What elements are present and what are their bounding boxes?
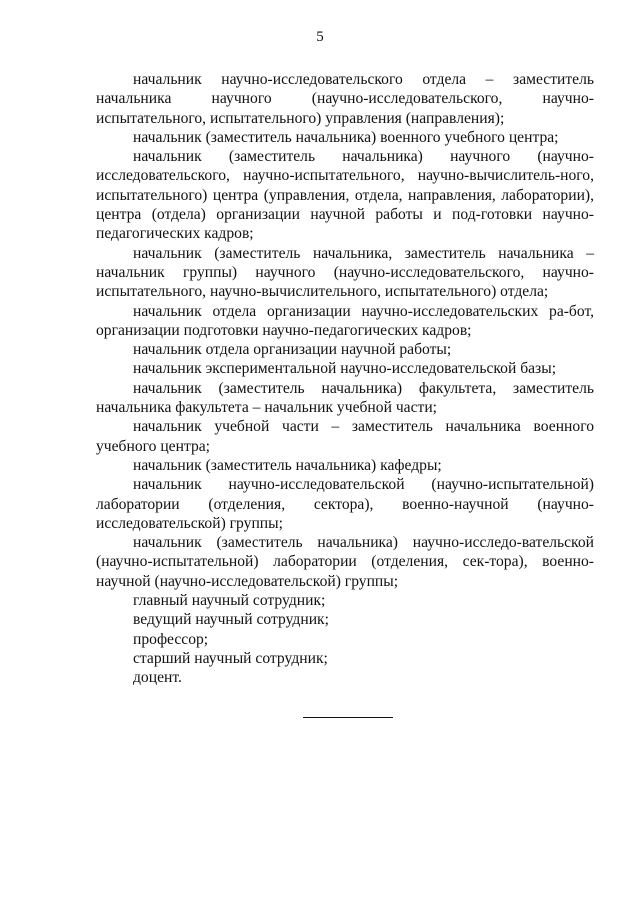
paragraph: начальник отдела организации научно-исследовательских ра-бот, организации подготовки научно-педагогических кадров; [96, 302, 594, 339]
paragraph: начальник отдела организации научной работы; [133, 341, 452, 359]
end-of-text-rule [303, 717, 393, 718]
paragraph: начальник научно-исследовательской (научно-испытательной) лаборатории (отделения, сектора), военно-научной (научно-исследовательской) группы; [96, 476, 594, 532]
position-item: доцент. [133, 669, 182, 687]
paragraph: начальник (заместитель начальника, заместитель начальника – начальник группы) научного (научно-исследовательского, научно-испытательного, научно-вычислительного, испытательного) отдела; [96, 244, 594, 301]
position-item: ведущий научный сотрудник; [133, 611, 329, 629]
paragraph: начальник (заместитель начальника) факультета, заместитель начальника факультета – начальник учебной части; [96, 379, 594, 417]
page-number: 5 [316, 29, 324, 45]
paragraph: начальник (заместитель начальника) научного (научно-исследовательского, научно-испытательного, научно-вычислитель-ного, испытательного) центра (управления, отдела, направления, лаборатории), центра (отдела) организации научной работы и под-готовки научно-педагогических кадров; [96, 148, 594, 243]
paragraph: начальник учебной части – заместитель начальника военного учебного центра; [96, 418, 594, 455]
paragraph: начальник научно-исследовательского отдела – заместитель начальника научного (научно-исследовательского, научно-испытательного, испытательного) управления (направления); [96, 71, 594, 127]
position-item: главный научный сотрудник; [133, 592, 326, 610]
paragraph: начальник экспериментальной научно-исследовательской базы; [133, 360, 557, 378]
paragraph: начальник (заместитель начальника) кафедры; [133, 456, 442, 474]
position-item: старший научный сотрудник; [133, 649, 328, 667]
paragraph: начальник (заместитель начальника) военного учебного центра; [133, 128, 559, 146]
paragraph: начальник (заместитель начальника) научно-исследо-вательской (научно-испытательной) лаборатории (отделения, сек-тора), военно-научной (научно-исследовательской) группы; [96, 534, 594, 590]
document-body [96, 70, 594, 688]
position-item: профессор; [133, 630, 209, 648]
